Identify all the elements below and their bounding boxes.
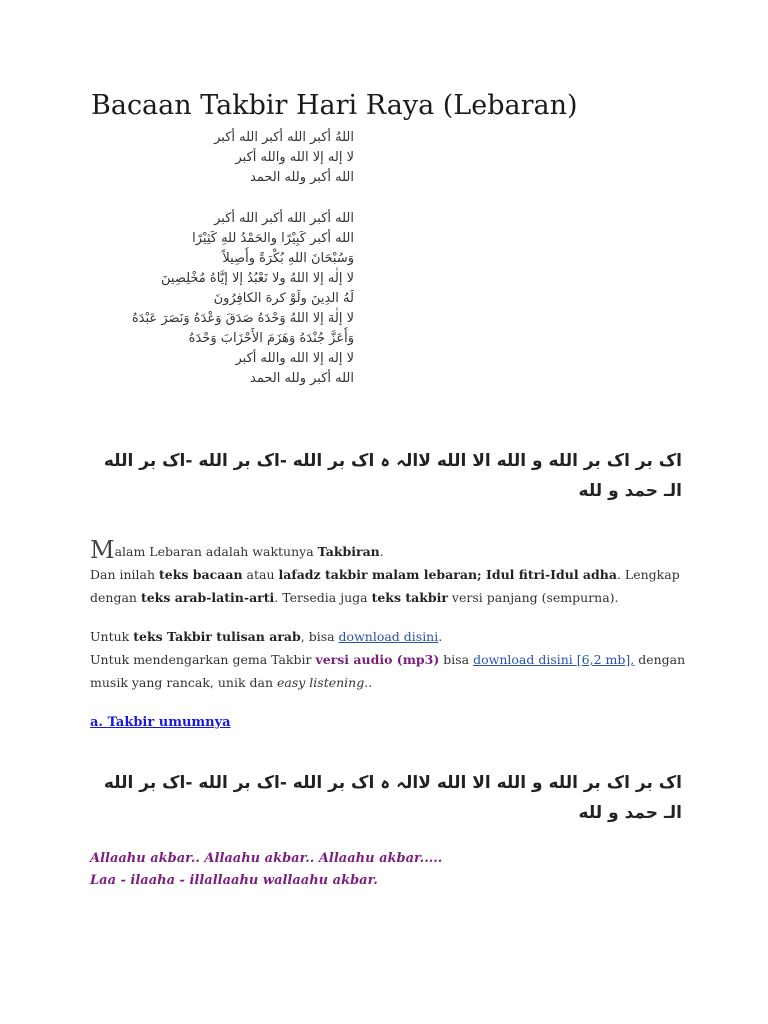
arabic-large-line: اک بر اک بر الله و الله الا الله لاالہ ہ اک بر الله -اک بر الله -اک بر الله <box>103 773 682 793</box>
arabic-large-line: الـ حمد و لله <box>578 481 682 501</box>
latin-transliteration <box>90 848 442 892</box>
dropcap: M <box>90 536 115 564</box>
arabic-line: لا إله إلا الله والله أكبر <box>235 351 354 366</box>
text: .. <box>364 675 373 690</box>
spacer <box>90 609 690 625</box>
arabic-takbir-long <box>34 209 354 389</box>
text: Untuk mendengarkan gema Takbir <box>90 652 316 667</box>
text: . <box>379 544 384 559</box>
text: Dan inilah <box>90 567 160 582</box>
intro-paragraph-2 <box>90 563 690 586</box>
text: bisa <box>439 652 474 667</box>
arabic-line: لا إلٰه إلا اللهُ ولا نَعْبُدُ إلا إيَّاهُ مُخْلِصِينَ <box>161 271 354 286</box>
arabic-large-line: الـ حمد و لله <box>578 803 682 823</box>
text: . Tersedia juga <box>274 590 372 605</box>
arabic-line: وَأَعَزَّ جُنْدَهُ وَهَزَمَ الأَحْزَابَ وَحْدَهُ <box>188 331 354 346</box>
arabic-line: الله أكبر ولله الحمد <box>250 371 354 386</box>
text-bold: teks bacaan <box>159 567 243 582</box>
arabic-line: لا إله إلا الله والله أكبر <box>235 150 354 165</box>
text: musik yang rancak, unik dan <box>90 675 277 690</box>
arabic-line: لَهُ الدِينَ ولَوْ كرهَ الكافِرُونَ <box>213 291 354 306</box>
arabic-line: الله أكبر الله أكبر الله أكبر <box>214 211 354 226</box>
intro-paragraph-3 <box>90 586 690 609</box>
intro-paragraph-1 <box>90 536 690 564</box>
intro-paragraph-6 <box>90 671 690 694</box>
text-bold: teks Takbir tulisan arab <box>133 629 301 644</box>
text-bold: teks arab-latin-arti <box>140 590 275 605</box>
text-bold: Takbiran <box>317 544 380 559</box>
text: atau <box>242 567 279 582</box>
arabic-line: الله أكبر كَبِيْرًا والحَمْدُ للهِ كَثِيْرًا <box>192 231 354 246</box>
arabic-takbir-short <box>34 128 354 188</box>
arabic-takbir-large-2 <box>92 768 682 828</box>
text: alam Lebaran adalah waktunya <box>114 544 318 559</box>
text: , bisa <box>300 629 339 644</box>
intro-paragraph-4 <box>90 625 690 648</box>
text: Untuk <box>90 629 134 644</box>
arabic-takbir-large-1 <box>92 446 682 506</box>
page-title: Bacaan Takbir Hari Raya (Lebaran) <box>91 90 578 121</box>
arabic-line: لا إلٰهَ إلا اللهُ وَحْدَهُ صَدَقَ وَعْدَهُ وَنَصَرَ عَبْدَهُ <box>131 311 354 326</box>
text: dengan <box>634 652 686 667</box>
arabic-line: وَسُبْحَانَ اللهِ بُكْرَةً وأَصِيلاً <box>222 251 354 266</box>
section-heading-link[interactable]: a. Takbir umumnya <box>90 715 231 730</box>
download-link-audio[interactable]: download disini [6,2 mb], <box>473 652 635 667</box>
text: . Lengkap <box>616 567 680 582</box>
latin-line: Allaahu akbar.. Allaahu akbar.. Allaahu akbar..... <box>90 851 443 866</box>
intro-text <box>90 536 690 694</box>
text-bold: teks takbir <box>371 590 448 605</box>
arabic-line: اللهُ أكبر الله أكبر الله أكبر <box>214 130 354 145</box>
text: versi panjang (sempurna). <box>447 590 619 605</box>
text-bold-purple: versi audio (mp3) <box>315 652 440 667</box>
arabic-line: الله أكبر ولله الحمد <box>250 170 354 185</box>
latin-line: Laa - ilaaha - illallaahu wallaahu akbar. <box>90 873 378 888</box>
intro-paragraph-5 <box>90 648 690 671</box>
text: dengan <box>90 590 141 605</box>
arabic-large-line: اک بر اک بر الله و الله الا الله لاالہ ہ اک بر الله -اک بر الله -اک بر الله <box>103 451 682 471</box>
download-link-arabic-text[interactable]: download disini <box>338 629 439 644</box>
text-bold: lafadz takbir malam lebaran; Idul fitri-Idul adha <box>278 567 617 582</box>
text: . <box>438 629 443 644</box>
text-italic: easy listening <box>276 675 365 690</box>
